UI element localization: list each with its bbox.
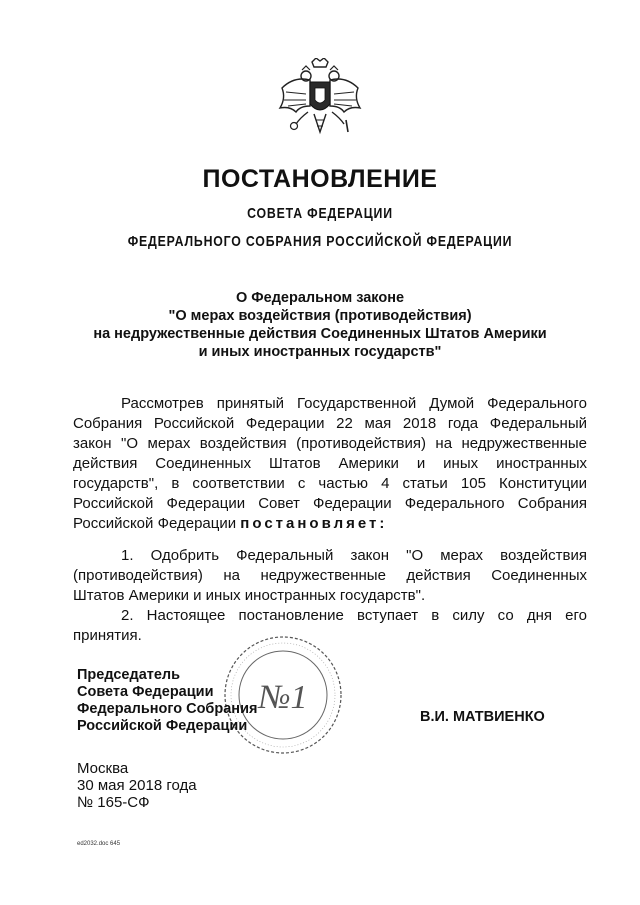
date: 30 мая 2018 года: [77, 777, 197, 794]
position-line: Председатель: [77, 667, 181, 683]
preamble-line: Российской Федерации: [73, 515, 237, 532]
preamble-line: Российской Федерации Совет Федерации Федерального Собрания: [73, 495, 587, 512]
subject-line-2: "О мерах воздействия (противодействия): [168, 308, 472, 324]
footer-code: ed2032.doc 645: [77, 841, 121, 847]
preamble-line: закон "О мерах воздействия (противодействия) на недружественные: [73, 435, 587, 452]
preamble-line: Рассмотрев принятый Государственной Думой Федерального: [121, 395, 587, 412]
coat-of-arms-icon: [276, 58, 364, 140]
place-date-block: [77, 760, 197, 811]
preamble-last-line: [73, 515, 587, 532]
position-line: Совета Федерации: [77, 684, 214, 700]
decree-word: постановляет:: [240, 515, 388, 532]
position-line: Федерального Собрания: [77, 701, 258, 717]
issuer-line-2: ФЕДЕРАЛЬНОГО СОБРАНИЯ РОССИЙСКОЙ ФЕДЕРАЦИИ: [127, 233, 513, 250]
issuer-line-1: СОВЕТА ФЕДЕРАЦИИ: [247, 205, 393, 222]
point-1-line: (противодействия) на недружественные действия Соединенных: [73, 567, 587, 584]
preamble-line: государств", в соответствии с частью 4 статьи 105 Конституции: [73, 475, 587, 492]
document-title: ПОСТАНОВЛЕНИЕ: [202, 165, 438, 193]
subject-line-4: и иных иностранных государств": [198, 344, 442, 360]
preamble-line: действия Соединенных Штатов Америки и иных иностранных: [73, 455, 587, 472]
point-2-line: принятия.: [73, 627, 142, 644]
subject-line-1: О Федеральном законе: [235, 290, 405, 306]
signatory-name: В.И. МАТВИЕНКО: [420, 709, 545, 725]
point-2-line: 2. Настоящее постановление вступает в силу со дня его: [121, 607, 587, 624]
city: Москва: [77, 760, 129, 777]
preamble-line: Собрания Российской Федерации 22 мая 2018 года Федеральный: [73, 415, 587, 432]
position-line: Российской Федерации: [77, 718, 248, 734]
signatory-position: [77, 667, 257, 735]
point-1-line: 1. Одобрить Федеральный закон "О мерах воздействия: [121, 547, 587, 564]
subject-line-3: на недружественные действия Соединенных Штатов Америки: [93, 326, 547, 342]
seal-number: №1: [258, 679, 308, 716]
document-number: № 165-СФ: [77, 794, 150, 811]
point-1-line: Штатов Америки и иных иностранных государств".: [73, 587, 426, 604]
